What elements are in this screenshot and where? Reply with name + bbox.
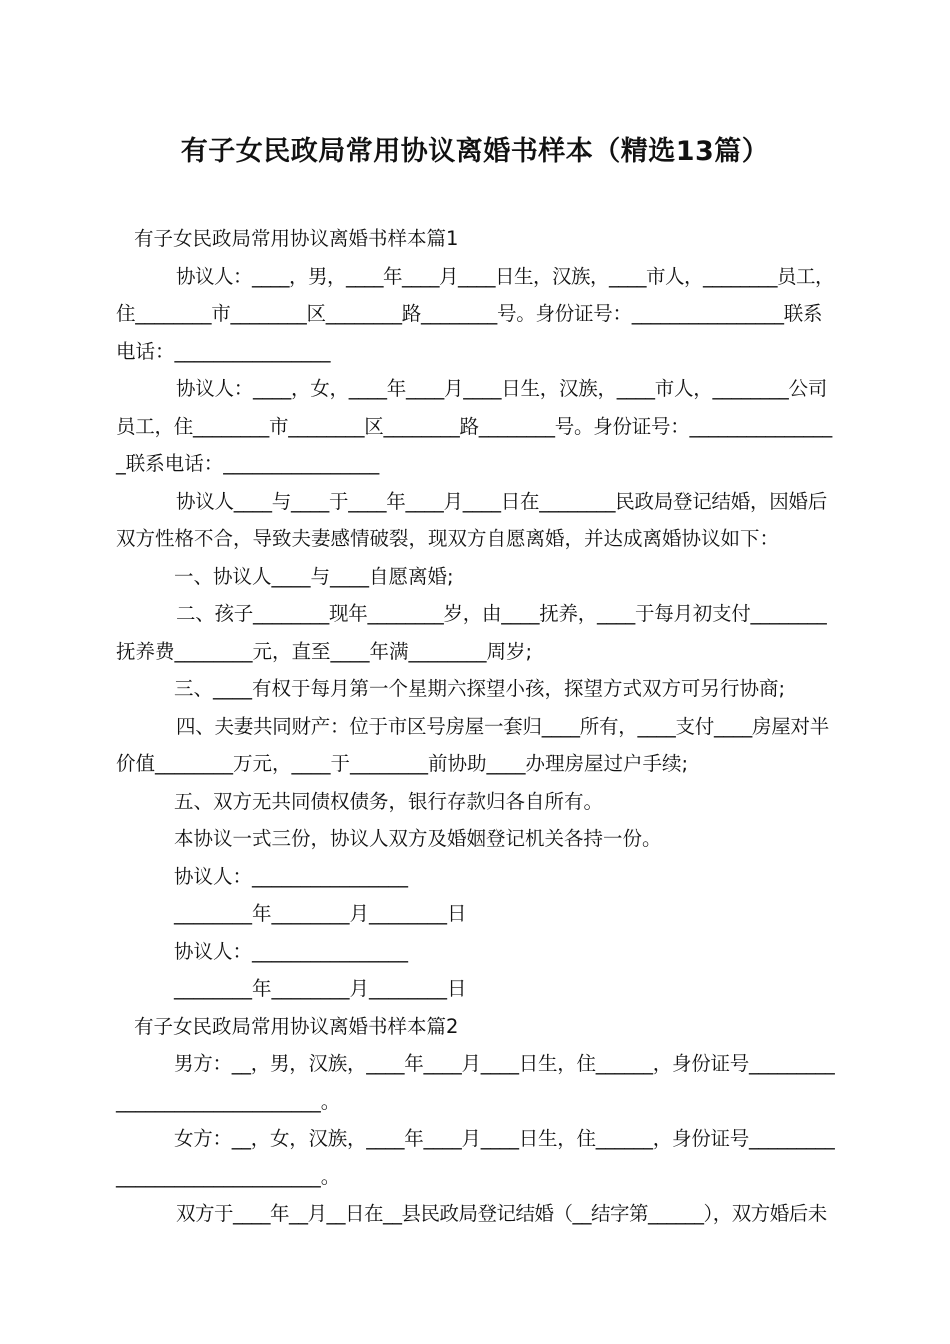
paragraph-line: 住________市________区________路________号。身份证号：________________联系 [116,302,823,325]
date-line: ________年________月________日 [174,977,467,1000]
document-title: 有子女民政局常用协议离婚书样本（精选13篇） [180,136,770,167]
paragraph-line: 女方：__，女，汉族，____年____月____日生，住______，身份证号_________ [174,1127,835,1150]
paragraph-line: 员工，住________市________区________路________号。身份证号：_______________ [116,415,833,438]
paragraph-line: 本协议一式三份，协议人双方及婚姻登记机关各持一份。 [174,827,662,850]
clause-line: 三、____有权于每月第一个星期六探望小孩，探望方式双方可另行协商; [174,677,786,700]
section-heading-2: 有子女民政局常用协议离婚书样本篇2 [134,1015,459,1038]
paragraph-line: _联系电话：________________ [116,452,380,475]
paragraph-line: 协议人____与____于____年____月____日在________民政局登记结婚，因婚后 [176,490,828,513]
clause-line: 四、夫妻共同财产：位于市区号房屋一套归____所有，____支付____房屋对半 [176,715,830,738]
paragraph-line: 电话：________________ [116,340,331,363]
section-heading-1: 有子女民政局常用协议离婚书样本篇1 [134,227,459,250]
clause-line: 一、协议人____与____自愿离婚; [174,565,454,588]
clause-line: 抚养费________元，直至____年满________周岁; [116,640,533,663]
paragraph-line: 双方性格不合，导致夫妻感情破裂，现双方自愿离婚，并达成离婚协议如下： [116,527,780,550]
date-line: ________年________月________日 [174,902,467,925]
clause-line: 价值________万元，____于________前协助____办理房屋过户手续; [116,752,689,775]
signature-line: 协议人：________________ [174,940,409,963]
signature-line: 协议人：________________ [174,865,409,888]
paragraph-line: _____________________。 [116,1165,341,1188]
paragraph-line: 协议人：____，女，____年____月____日生，汉族，____市人，________公司 [176,377,828,400]
clause-line: 五、双方无共同债权债务，银行存款归各自所有。 [174,790,604,813]
clause-line: 二、孩子________现年________岁，由____抚养，____于每月初支付________ [176,602,827,625]
paragraph-line: _____________________。 [116,1090,341,1113]
paragraph-line: 男方：__，男，汉族，____年____月____日生，住______，身份证号_________ [174,1052,835,1075]
paragraph-line: 双方于____年__月__日在__县民政局登记结婚（__结字第______），双方婚后未 [176,1202,827,1225]
paragraph-line: 协议人：____，男，____年____月____日生，汉族，____市人，________员工， [176,265,835,288]
